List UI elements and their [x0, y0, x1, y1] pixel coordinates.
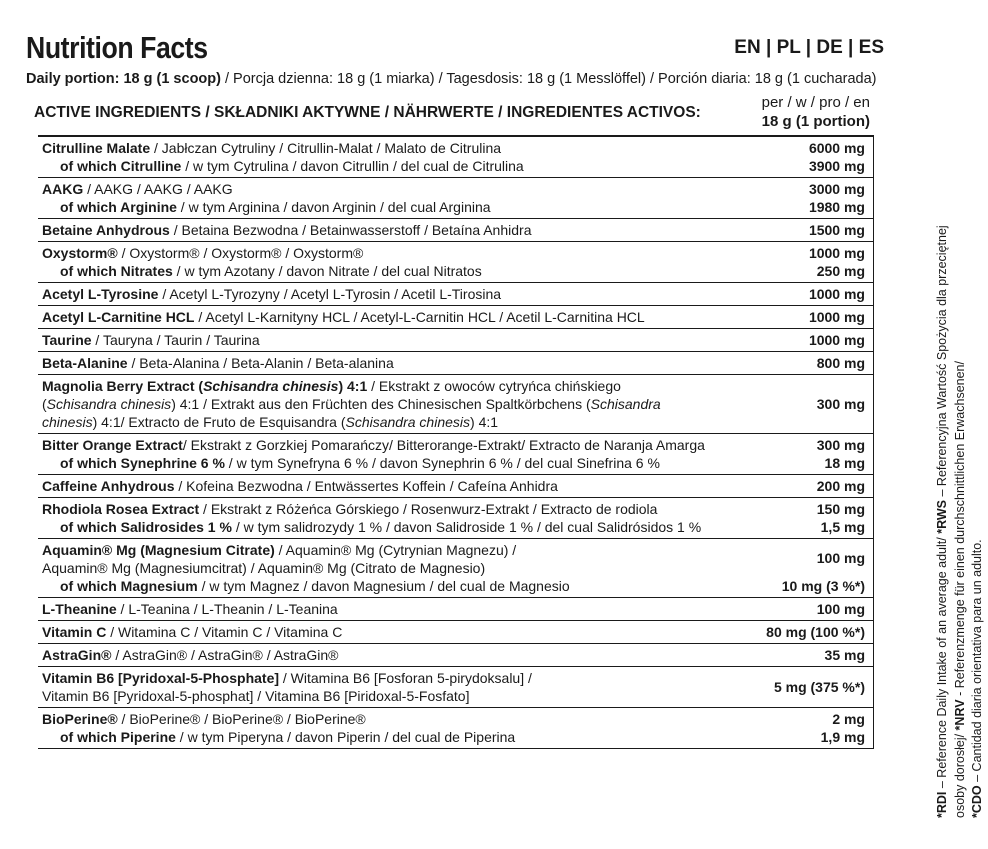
ingredient-name: Vitamin C / Witamina C / Vitamin C / Vitamina C [38, 621, 754, 644]
table-row [38, 621, 874, 644]
per-portion-header [762, 93, 870, 131]
table-row [38, 283, 874, 306]
table-row [38, 375, 874, 434]
ingredient-amount: 1000 mg [754, 329, 873, 352]
ingredient-name: BioPerine® / BioPerine® / BioPerine® / BioPerine® of which Piperine / w tym Piperyna / davon Piperin / del cual de Piperina [38, 708, 754, 749]
table-row [38, 598, 874, 621]
ingredient-amount: 1000 mg [754, 306, 873, 329]
table-row [38, 539, 874, 598]
daily-portion [26, 71, 877, 87]
ingredient-name: L-Theanine / L-Teanina / L-Theanin / L-Teanina [38, 598, 754, 621]
ingredient-name: Aquamin® Mg (Magnesium Citrate) / Aquamin® Mg (Cytrynian Magnezu) / Aquamin® Mg (Magnesiumcitrat) / Aquamin® Mg (Citrato de Magnesio) of which Magnesium / w tym Magnez / davon Magnesium / del cual de Magnesio [38, 539, 754, 598]
table-row [38, 644, 874, 667]
table-row [38, 708, 874, 749]
ingredient-amount: 3000 mg 1980 mg [754, 178, 873, 219]
ingredient-amount: 200 mg [754, 475, 873, 498]
ingredient-name: Caffeine Anhydrous / Kofeina Bezwodna / Entwässertes Koffein / Cafeína Anhidra [38, 475, 754, 498]
table-row [38, 219, 874, 242]
ingredient-name: Acetyl L-Tyrosine / Acetyl L-Tyrozyny / Acetyl L-Tyrosin / Acetil L-Tirosina [38, 283, 754, 306]
ingredient-name: Beta-Alanine / Beta-Alanina / Beta-Alanin / Beta-alanina [38, 352, 754, 375]
footnotes: *RDI – Reference Daily Intake of an average adult/ *RWS – Referencyjna Wartość Spożycia dla przeciętnej osoby dorosłej/ *NRV - Referenzmenge für einen durchschnittlichen Erwachsenen/ *CDO – Cantidad diaria orientativa para un adulto. [935, 225, 984, 818]
ingredient-amount: 5 mg (375 %*) [754, 667, 873, 708]
table-row [38, 667, 874, 708]
ingredient-name: Rhodiola Rosea Extract / Ekstrakt z Różeńca Górskiego / Rosenwurz-Extrakt / Extracto de rodiola of which Salidrosides 1 % / w tym salidrozydy 1 % / davon Salidroside 1 % / del cual Salidrósidos 1 % [38, 498, 754, 539]
language-list: EN | PL | DE | ES [734, 37, 884, 58]
ingredient-amount: 1000 mg [754, 283, 873, 306]
ingredient-amount: 80 mg (100 %*) [754, 621, 873, 644]
daily-portion-en: Daily portion: 18 g (1 scoop) [26, 71, 221, 87]
ingredient-amount: 100 mg [754, 598, 873, 621]
ingredient-name: Acetyl L-Carnitine HCL / Acetyl L-Karnityny HCL / Acetyl-L-Carnitin HCL / Acetil L-Carnitina HCL [38, 306, 754, 329]
ingredient-amount: 35 mg [754, 644, 873, 667]
ingredient-amount: 100 mg 10 mg (3 %*) [754, 539, 873, 598]
ingredient-amount: 150 mg 1,5 mg [754, 498, 873, 539]
ingredient-name: Magnolia Berry Extract (Schisandra chinesis) 4:1 / Ekstrakt z owoców cytryńca chińskiego (Schisandra chinesis) 4:1 / Extrakt aus den Früchten des Chinesischen Spaltkörbchens (Schisandra chinesis) 4:1/ Extracto de Fruto de Esquisandra (Schisandra chinesis) 4:1 [38, 375, 754, 434]
ingredient-name: Taurine / Tauryna / Taurin / Taurina [38, 329, 754, 352]
ingredient-name: Oxystorm® / Oxystorm® / Oxystorm® / Oxystorm® of which Nitrates / w tym Azotany / davon Nitrate / del cual Nitratos [38, 242, 754, 283]
table-row [38, 352, 874, 375]
ingredient-name: Bitter Orange Extract/ Ekstrakt z Gorzkiej Pomarańczy/ Bitterorange-Extrakt/ Extracto de Naranja Amarga of which Synephrine 6 % / w tym Synefryna 6 % / davon Synephrin 6 % / del cual Sinefrina 6 % [38, 434, 754, 475]
daily-portion-translations: / Porcja dzienna: 18 g (1 miarka) / Tagesdosis: 18 g (1 Messlöffel) / Porción diaria: 18 g (1 cucharada) [220, 71, 877, 87]
ingredient-name: Citrulline Malate / Jabłczan Cytruliny / Citrullin-Malat / Malato de Citrulina of which Citrulline / w tym Cytrulina / davon Citrullin / del cual de Citrulina [38, 136, 754, 178]
ingredient-name: Vitamin B6 [Pyridoxal-5-Phosphate] / Witamina B6 [Fosforan 5-pirydoksalu] / Vitamin B6 [Pyridoxal-5-phosphat] / Vitamina B6 [Piridoxal-5-Fosfato] [38, 667, 754, 708]
ingredient-amount: 1500 mg [754, 219, 873, 242]
per-portion-amount: 18 g (1 portion) [761, 113, 870, 130]
table-row [38, 498, 874, 539]
ingredient-amount: 300 mg [754, 375, 873, 434]
ingredient-amount: 1000 mg 250 mg [754, 242, 873, 283]
table-row [38, 178, 874, 219]
ingredients-header: ACTIVE INGREDIENTS / SKŁADNIKI AKTYWNE / NÄHRWERTE / INGREDIENTES ACTIVOS: [34, 104, 701, 121]
ingredient-amount: 6000 mg 3900 mg [754, 136, 873, 178]
table-row [38, 306, 874, 329]
page-title: Nutrition Facts [26, 30, 208, 65]
nutrition-table [38, 135, 874, 749]
ingredient-amount: 800 mg [754, 352, 873, 375]
table-row [38, 242, 874, 283]
ingredient-amount: 2 mg 1,9 mg [754, 708, 873, 749]
table-row [38, 475, 874, 498]
ingredient-name: Betaine Anhydrous / Betaina Bezwodna / Betainwasserstoff / Betaína Anhidra [38, 219, 754, 242]
ingredient-name: AAKG / AAKG / AAKG / AAKG of which Arginine / w tym Arginina / davon Arginin / del cual Arginina [38, 178, 754, 219]
table-row [38, 329, 874, 352]
ingredient-name: AstraGin® / AstraGin® / AstraGin® / AstraGin® [38, 644, 754, 667]
table-row [38, 136, 874, 178]
ingredient-amount: 300 mg 18 mg [754, 434, 873, 475]
table-row [38, 434, 874, 475]
per-portion-label: per / w / pro / en [761, 94, 870, 111]
